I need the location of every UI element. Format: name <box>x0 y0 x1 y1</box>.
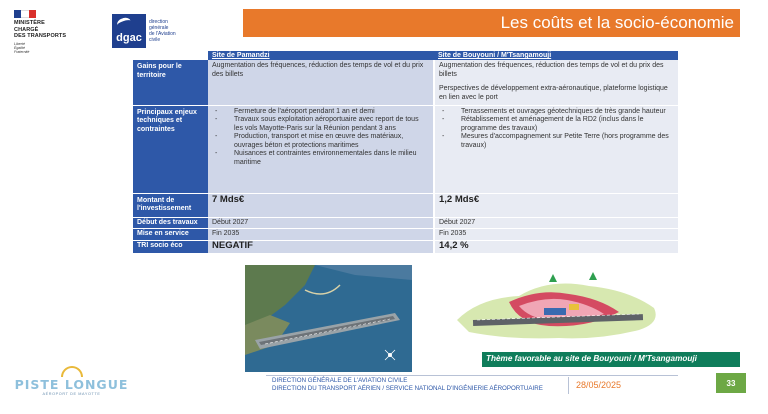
column-header-bouyouni: Site de Bouyouni / M'Tsangamouji <box>434 51 678 60</box>
footer-date: 28/05/2025 <box>576 380 622 390</box>
table-row <box>133 240 678 253</box>
slide-title: Les coûts et la socio-économie <box>243 9 740 37</box>
table-row <box>133 193 678 217</box>
table-cell: Début 2027 <box>208 217 434 229</box>
page-number: 33 <box>716 373 746 393</box>
table-row <box>133 60 678 105</box>
dgac-logo-text: direction générale de l'Aviation civile <box>149 19 176 43</box>
table-cell <box>434 105 678 193</box>
aerial-photo-illustration <box>245 265 412 372</box>
table-row <box>133 217 678 229</box>
piste-longue-logo: PISTE LONGUE AÉROPORT DE MAYOTTE <box>14 366 129 396</box>
row-label: Gains pour le territoire <box>133 60 208 105</box>
row-label: Montant de l'investissement <box>133 193 208 217</box>
table-corner <box>133 51 208 60</box>
table-cell: 14,2 % <box>434 240 678 253</box>
table-cell: Augmentation des fréquences, réduction des temps de vol et du prix des billets <box>208 60 434 105</box>
table-header-row <box>133 51 678 60</box>
comparison-table <box>133 51 678 254</box>
list-item: - Rétablissement et aménagement de la RD2 (inclus dans le programme des travaux) <box>439 116 674 133</box>
site-plan-illustration <box>449 268 667 350</box>
footer-separator <box>568 377 569 394</box>
dgac-logo-mark: dgac <box>112 14 146 48</box>
list-item: - Mesures d'accompagnement sur Petite Terre (hors programme des travaux) <box>439 133 674 150</box>
ministry-name: MINISTÈRE CHARGÉ DES TRANSPORTS <box>14 20 67 39</box>
table-row <box>133 229 678 241</box>
bird-icon <box>116 16 132 30</box>
table-cell <box>208 105 434 193</box>
dgac-logo <box>112 14 189 48</box>
row-label: TRI socio éco <box>133 240 208 253</box>
favorable-site-caption: Thème favorable au site de Bouyouni / M'Tsangamouji <box>482 352 740 367</box>
list <box>212 108 429 168</box>
table-cell: Début 2027 <box>434 217 678 229</box>
row-label: Mise en service <box>133 229 208 241</box>
list-item: - Terrassements et ouvrages géotechniques de très grande hauteur <box>439 108 674 117</box>
french-flag-icon <box>14 10 36 18</box>
table-row <box>133 105 678 193</box>
footer-organisation: DIRECTION GÉNÉRALE DE L'AVIATION CIVILE DIRECTION DU TRANSPORT AÉRIEN / SERVICE NATIONAL D'INGÉNIERIE AÉROPORTUAIRE <box>272 377 543 392</box>
table-cell: Fin 2035 <box>208 229 434 241</box>
table-cell: Fin 2035 <box>434 229 678 241</box>
list <box>439 108 674 151</box>
sun-icon <box>61 366 83 377</box>
aerial-photo-pamandzi <box>245 265 412 372</box>
row-label: Début des travaux <box>133 217 208 229</box>
site-plan-bouyouni <box>449 268 667 350</box>
column-header-pamandzi: Site de Pamandzi <box>208 51 434 60</box>
row-label: Principaux enjeux techniques et contraintes <box>133 105 208 193</box>
list-item: - Travaux sous exploitation aéroportuaire avec report de tous les vols Mayotte-Paris sur la Réunion pendant 3 ans <box>212 116 429 133</box>
table-cell: Augmentation des fréquences, réduction des temps de vol et du prix des billets Perspectives de développement extra-aéronautique, plateforme logistique en lien avec le port <box>434 60 678 105</box>
table-cell: NEGATIF <box>208 240 434 253</box>
republic-motto: Liberté Égalité Fraternité <box>14 41 30 54</box>
table-cell: 1,2 Mds€ <box>434 193 678 217</box>
ministry-logo <box>14 10 104 54</box>
list-item: - Fermeture de l'aéroport pendant 1 an et demi <box>212 108 429 117</box>
list-item: - Nuisances et contraintes environnementales dans le milieu maritime <box>212 150 429 167</box>
table-cell: 7 Mds€ <box>208 193 434 217</box>
list-item: - Production, transport et mise en œuvre des matériaux, ouvrages béton et protections maritimes <box>212 133 429 150</box>
